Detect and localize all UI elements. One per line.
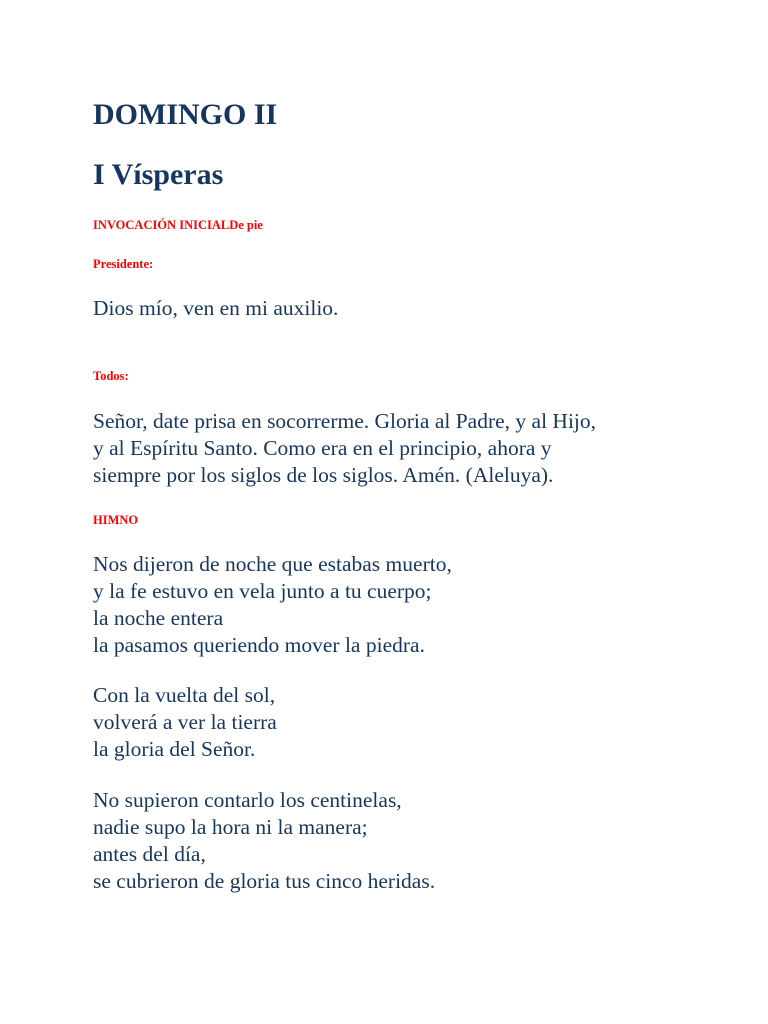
himno-line: la gloria del Señor. bbox=[93, 737, 256, 761]
himno-line: volverá a ver la tierra bbox=[93, 710, 277, 734]
himno-line: Con la vuelta del sol, bbox=[93, 683, 276, 707]
rubric-presidente: Presidente: bbox=[93, 257, 154, 271]
himno-line: antes del día, bbox=[93, 842, 206, 866]
himno-stanza bbox=[93, 682, 277, 763]
himno-line: y la fe estuvo en vela junto a tu cuerpo; bbox=[93, 579, 432, 603]
rubric-invocacion-label: INVOCACIÓN INICIAL bbox=[93, 218, 230, 232]
himno-line: se cubrieron de gloria tus cinco heridas. bbox=[93, 869, 436, 893]
page-subtitle: I Vísperas bbox=[93, 158, 224, 191]
todos-text bbox=[93, 408, 596, 489]
rubric-invocacion bbox=[93, 217, 263, 233]
page-title: DOMINGO II bbox=[93, 98, 278, 131]
todos-line: siempre por los siglos de los siglos. Amén. (Aleluya). bbox=[93, 463, 554, 487]
rubric-todos: Todos: bbox=[93, 369, 129, 383]
himno-line: la pasamos queriendo mover la piedra. bbox=[93, 633, 425, 657]
todos-line: y al Espíritu Santo. Como era en el principio, ahora y bbox=[93, 436, 552, 460]
himno-line: nadie supo la hora ni la manera; bbox=[93, 815, 368, 839]
himno-stanza bbox=[93, 787, 435, 895]
rubric-invocacion-note: De pie bbox=[229, 218, 263, 232]
himno-line: No supieron contarlo los centinelas, bbox=[93, 788, 402, 812]
presidente-text: Dios mío, ven en mi auxilio. bbox=[93, 296, 339, 320]
himno-line: la noche entera bbox=[93, 606, 224, 630]
himno-stanza bbox=[93, 551, 452, 659]
rubric-himno: HIMNO bbox=[93, 513, 139, 527]
himno-line: Nos dijeron de noche que estabas muerto, bbox=[93, 552, 452, 576]
todos-line: Señor, date prisa en socorrerme. Gloria al Padre, y al Hijo, bbox=[93, 409, 597, 433]
